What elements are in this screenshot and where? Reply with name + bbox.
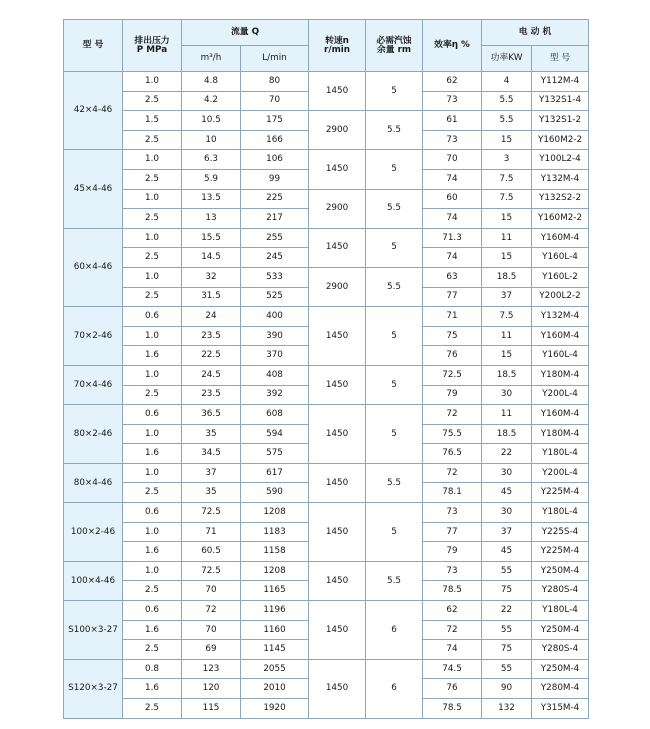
flow-lmin-cell: 2055 xyxy=(241,659,309,679)
motor-power-cell: 15 xyxy=(482,209,532,229)
model-cell: 80×4-46 xyxy=(64,463,123,502)
npsh-cell: 5 xyxy=(366,503,423,562)
speed-cell: 1450 xyxy=(309,228,366,267)
efficiency-cell: 79 xyxy=(423,385,482,405)
npsh-cell: 6 xyxy=(366,659,423,718)
flow-lmin-cell: 594 xyxy=(241,424,309,444)
table-row xyxy=(64,72,589,92)
pressure-cell: 1.0 xyxy=(123,522,182,542)
motor-model-cell: Y132S1-2 xyxy=(532,111,589,131)
pressure-cell: 1.0 xyxy=(123,463,182,483)
speed-cell: 2900 xyxy=(309,111,366,150)
efficiency-cell: 60 xyxy=(423,189,482,209)
motor-model-cell: Y160L-4 xyxy=(532,346,589,366)
efficiency-cell: 74.5 xyxy=(423,659,482,679)
motor-model-cell: Y225M-4 xyxy=(532,483,589,503)
efficiency-cell: 61 xyxy=(423,111,482,131)
flow-lmin-cell: 1208 xyxy=(241,561,309,581)
flow-lmin-cell: 525 xyxy=(241,287,309,307)
table-header xyxy=(64,20,589,72)
header-flow: 流量 Q xyxy=(182,20,309,46)
motor-model-cell: Y160L-2 xyxy=(532,267,589,287)
header-row-1 xyxy=(64,20,589,46)
efficiency-cell: 71 xyxy=(423,307,482,327)
table-row xyxy=(64,561,589,581)
flow-m3h-cell: 69 xyxy=(182,640,241,660)
speed-cell: 1450 xyxy=(309,150,366,189)
table-row xyxy=(64,307,589,327)
motor-model-cell: Y160M-4 xyxy=(532,326,589,346)
motor-power-cell: 15 xyxy=(482,346,532,366)
pressure-cell: 1.0 xyxy=(123,365,182,385)
flow-m3h-cell: 70 xyxy=(182,581,241,601)
motor-power-cell: 5.5 xyxy=(482,111,532,131)
pressure-cell: 1.0 xyxy=(123,326,182,346)
motor-model-cell: Y225M-4 xyxy=(532,542,589,562)
motor-power-cell: 132 xyxy=(482,699,532,719)
efficiency-cell: 77 xyxy=(423,522,482,542)
efficiency-cell: 72.5 xyxy=(423,365,482,385)
motor-power-cell: 30 xyxy=(482,463,532,483)
efficiency-cell: 72 xyxy=(423,463,482,483)
pressure-cell: 2.5 xyxy=(123,209,182,229)
table-row xyxy=(64,659,589,679)
efficiency-cell: 71.3 xyxy=(423,228,482,248)
flow-lmin-cell: 80 xyxy=(241,72,309,92)
model-cell: 70×4-46 xyxy=(64,365,123,404)
speed-cell: 1450 xyxy=(309,307,366,366)
npsh-cell: 6 xyxy=(366,601,423,660)
flow-m3h-cell: 72.5 xyxy=(182,503,241,523)
model-cell: S100×3-27 xyxy=(64,601,123,660)
flow-m3h-cell: 24 xyxy=(182,307,241,327)
npsh-cell: 5 xyxy=(366,228,423,267)
efficiency-cell: 78.5 xyxy=(423,581,482,601)
efficiency-cell: 74 xyxy=(423,640,482,660)
pressure-cell: 2.5 xyxy=(123,130,182,150)
motor-power-cell: 18.5 xyxy=(482,267,532,287)
table-row xyxy=(64,405,589,425)
flow-m3h-cell: 60.5 xyxy=(182,542,241,562)
efficiency-cell: 63 xyxy=(423,267,482,287)
npsh-cell: 5.5 xyxy=(366,189,423,228)
table-row xyxy=(64,601,589,621)
model-cell: 42×4-46 xyxy=(64,72,123,150)
flow-m3h-cell: 71 xyxy=(182,522,241,542)
motor-power-cell: 11 xyxy=(482,405,532,425)
flow-m3h-cell: 23.5 xyxy=(182,326,241,346)
motor-power-cell: 22 xyxy=(482,601,532,621)
table-row xyxy=(64,150,589,170)
flow-m3h-cell: 5.9 xyxy=(182,169,241,189)
pressure-cell: 1.0 xyxy=(123,561,182,581)
speed-cell: 1450 xyxy=(309,659,366,718)
header-motor: 电 动 机 xyxy=(482,20,589,46)
efficiency-cell: 72 xyxy=(423,620,482,640)
motor-model-cell: Y225S-4 xyxy=(532,522,589,542)
flow-m3h-cell: 10 xyxy=(182,130,241,150)
efficiency-cell: 76 xyxy=(423,679,482,699)
table-row xyxy=(64,463,589,483)
npsh-cell: 5.5 xyxy=(366,267,423,306)
model-cell: 100×2-46 xyxy=(64,503,123,562)
flow-m3h-cell: 35 xyxy=(182,424,241,444)
motor-model-cell: Y200L-4 xyxy=(532,385,589,405)
pressure-cell: 2.5 xyxy=(123,640,182,660)
flow-lmin-cell: 217 xyxy=(241,209,309,229)
efficiency-cell: 73 xyxy=(423,91,482,111)
flow-lmin-cell: 1165 xyxy=(241,581,309,601)
pressure-cell: 0.6 xyxy=(123,405,182,425)
flow-lmin-cell: 400 xyxy=(241,307,309,327)
motor-model-cell: Y180L-4 xyxy=(532,503,589,523)
speed-cell: 1450 xyxy=(309,72,366,111)
motor-model-cell: Y160M-4 xyxy=(532,228,589,248)
flow-m3h-cell: 23.5 xyxy=(182,385,241,405)
motor-model-cell: Y315M-4 xyxy=(532,699,589,719)
efficiency-cell: 75 xyxy=(423,326,482,346)
motor-model-cell: Y280S-4 xyxy=(532,640,589,660)
pressure-cell: 1.0 xyxy=(123,189,182,209)
motor-power-cell: 11 xyxy=(482,326,532,346)
speed-cell: 1450 xyxy=(309,365,366,404)
motor-power-cell: 30 xyxy=(482,385,532,405)
motor-power-cell: 75 xyxy=(482,640,532,660)
npsh-cell: 5 xyxy=(366,150,423,189)
flow-m3h-cell: 34.5 xyxy=(182,444,241,464)
motor-power-cell: 55 xyxy=(482,659,532,679)
flow-m3h-cell: 24.5 xyxy=(182,365,241,385)
motor-model-cell: Y200L2-2 xyxy=(532,287,589,307)
pressure-cell: 2.5 xyxy=(123,699,182,719)
flow-m3h-cell: 22.5 xyxy=(182,346,241,366)
pressure-cell: 0.6 xyxy=(123,307,182,327)
motor-power-cell: 30 xyxy=(482,503,532,523)
motor-model-cell: Y180L-4 xyxy=(532,601,589,621)
flow-lmin-cell: 255 xyxy=(241,228,309,248)
flow-lmin-cell: 590 xyxy=(241,483,309,503)
header-flow-m3h: m³/h xyxy=(182,46,241,72)
flow-m3h-cell: 15.5 xyxy=(182,228,241,248)
motor-power-cell: 7.5 xyxy=(482,189,532,209)
motor-model-cell: Y280S-4 xyxy=(532,581,589,601)
motor-power-cell: 75 xyxy=(482,581,532,601)
npsh-cell: 5 xyxy=(366,405,423,464)
efficiency-cell: 73 xyxy=(423,130,482,150)
npsh-cell: 5.5 xyxy=(366,561,423,600)
flow-m3h-cell: 72.5 xyxy=(182,561,241,581)
npsh-cell: 5.5 xyxy=(366,111,423,150)
flow-lmin-cell: 2010 xyxy=(241,679,309,699)
header-flow-lmin: L/min xyxy=(241,46,309,72)
header-motor-power: 功率KW xyxy=(482,46,532,72)
efficiency-cell: 62 xyxy=(423,72,482,92)
motor-power-cell: 37 xyxy=(482,287,532,307)
flow-lmin-cell: 1208 xyxy=(241,503,309,523)
flow-lmin-cell: 608 xyxy=(241,405,309,425)
flow-m3h-cell: 37 xyxy=(182,463,241,483)
flow-m3h-cell: 32 xyxy=(182,267,241,287)
efficiency-cell: 70 xyxy=(423,150,482,170)
flow-m3h-cell: 13 xyxy=(182,209,241,229)
model-cell: 45×4-46 xyxy=(64,150,123,228)
pressure-cell: 2.5 xyxy=(123,287,182,307)
speed-cell: 1450 xyxy=(309,503,366,562)
pressure-cell: 1.5 xyxy=(123,111,182,131)
motor-model-cell: Y180L-4 xyxy=(532,444,589,464)
efficiency-cell: 78.1 xyxy=(423,483,482,503)
npsh-cell: 5 xyxy=(366,365,423,404)
table-row xyxy=(64,365,589,385)
efficiency-cell: 76.5 xyxy=(423,444,482,464)
flow-lmin-cell: 106 xyxy=(241,150,309,170)
efficiency-cell: 79 xyxy=(423,542,482,562)
flow-lmin-cell: 175 xyxy=(241,111,309,131)
speed-cell: 2900 xyxy=(309,189,366,228)
pressure-cell: 1.0 xyxy=(123,72,182,92)
flow-m3h-cell: 13.5 xyxy=(182,189,241,209)
motor-model-cell: Y132M-4 xyxy=(532,169,589,189)
model-cell: S120×3-27 xyxy=(64,659,123,718)
flow-lmin-cell: 70 xyxy=(241,91,309,111)
motor-model-cell: Y250M-4 xyxy=(532,659,589,679)
motor-power-cell: 55 xyxy=(482,620,532,640)
pressure-cell: 0.8 xyxy=(123,659,182,679)
motor-power-cell: 3 xyxy=(482,150,532,170)
flow-lmin-cell: 617 xyxy=(241,463,309,483)
pressure-cell: 2.5 xyxy=(123,248,182,268)
efficiency-cell: 74 xyxy=(423,209,482,229)
flow-m3h-cell: 6.3 xyxy=(182,150,241,170)
efficiency-cell: 73 xyxy=(423,561,482,581)
pressure-cell: 1.0 xyxy=(123,150,182,170)
model-cell: 100×4-46 xyxy=(64,561,123,600)
flow-lmin-cell: 1160 xyxy=(241,620,309,640)
motor-model-cell: Y160M-4 xyxy=(532,405,589,425)
pressure-cell: 1.0 xyxy=(123,228,182,248)
flow-lmin-cell: 370 xyxy=(241,346,309,366)
motor-model-cell: Y160M2-2 xyxy=(532,130,589,150)
motor-model-cell: Y112M-4 xyxy=(532,72,589,92)
flow-lmin-cell: 392 xyxy=(241,385,309,405)
pressure-cell: 1.0 xyxy=(123,267,182,287)
speed-cell: 1450 xyxy=(309,601,366,660)
header-efficiency: 效率η % xyxy=(423,20,482,72)
motor-model-cell: Y250M-4 xyxy=(532,561,589,581)
pressure-cell: 1.6 xyxy=(123,542,182,562)
pressure-cell: 1.6 xyxy=(123,620,182,640)
npsh-cell: 5.5 xyxy=(366,463,423,502)
npsh-cell: 5 xyxy=(366,307,423,366)
efficiency-cell: 73 xyxy=(423,503,482,523)
table-row xyxy=(64,189,589,209)
motor-power-cell: 4 xyxy=(482,72,532,92)
pressure-cell: 2.5 xyxy=(123,385,182,405)
model-cell: 80×2-46 xyxy=(64,405,123,464)
motor-model-cell: Y180M-4 xyxy=(532,424,589,444)
pressure-cell: 1.0 xyxy=(123,424,182,444)
pressure-cell: 2.5 xyxy=(123,581,182,601)
flow-m3h-cell: 123 xyxy=(182,659,241,679)
flow-lmin-cell: 1196 xyxy=(241,601,309,621)
pressure-cell: 2.5 xyxy=(123,91,182,111)
motor-power-cell: 55 xyxy=(482,561,532,581)
npsh-cell: 5 xyxy=(366,72,423,111)
motor-power-cell: 15 xyxy=(482,130,532,150)
efficiency-cell: 76 xyxy=(423,346,482,366)
flow-lmin-cell: 1145 xyxy=(241,640,309,660)
table-body xyxy=(64,72,589,719)
flow-lmin-cell: 245 xyxy=(241,248,309,268)
motor-power-cell: 7.5 xyxy=(482,307,532,327)
flow-m3h-cell: 14.5 xyxy=(182,248,241,268)
motor-power-cell: 18.5 xyxy=(482,424,532,444)
flow-lmin-cell: 225 xyxy=(241,189,309,209)
model-cell: 70×2-46 xyxy=(64,307,123,366)
header-speed: 转速n r/min xyxy=(309,20,366,72)
efficiency-cell: 62 xyxy=(423,601,482,621)
efficiency-cell: 72 xyxy=(423,405,482,425)
flow-m3h-cell: 36.5 xyxy=(182,405,241,425)
motor-power-cell: 45 xyxy=(482,542,532,562)
motor-model-cell: Y132S1-4 xyxy=(532,91,589,111)
flow-lmin-cell: 408 xyxy=(241,365,309,385)
motor-power-cell: 22 xyxy=(482,444,532,464)
motor-model-cell: Y100L2-4 xyxy=(532,150,589,170)
efficiency-cell: 74 xyxy=(423,248,482,268)
pressure-cell: 2.5 xyxy=(123,169,182,189)
motor-power-cell: 90 xyxy=(482,679,532,699)
model-cell: 60×4-46 xyxy=(64,228,123,306)
flow-m3h-cell: 72 xyxy=(182,601,241,621)
efficiency-cell: 78.5 xyxy=(423,699,482,719)
flow-m3h-cell: 70 xyxy=(182,620,241,640)
motor-model-cell: Y200L-4 xyxy=(532,463,589,483)
motor-model-cell: Y180M-4 xyxy=(532,365,589,385)
motor-power-cell: 5.5 xyxy=(482,91,532,111)
pressure-cell: 2.5 xyxy=(123,483,182,503)
flow-m3h-cell: 31.5 xyxy=(182,287,241,307)
table-row xyxy=(64,503,589,523)
flow-m3h-cell: 120 xyxy=(182,679,241,699)
flow-lmin-cell: 1158 xyxy=(241,542,309,562)
motor-model-cell: Y250M-4 xyxy=(532,620,589,640)
flow-lmin-cell: 166 xyxy=(241,130,309,150)
motor-model-cell: Y160M2-2 xyxy=(532,209,589,229)
header-model: 型 号 xyxy=(64,20,123,72)
motor-model-cell: Y132S2-2 xyxy=(532,189,589,209)
pump-spec-table xyxy=(63,19,589,719)
efficiency-cell: 77 xyxy=(423,287,482,307)
motor-power-cell: 15 xyxy=(482,248,532,268)
table-row xyxy=(64,228,589,248)
efficiency-cell: 74 xyxy=(423,169,482,189)
pressure-cell: 0.6 xyxy=(123,601,182,621)
header-pressure: 排出压力 P MPa xyxy=(123,20,182,72)
header-npsh: 必需汽蚀 余量 rm xyxy=(366,20,423,72)
flow-lmin-cell: 1920 xyxy=(241,699,309,719)
flow-m3h-cell: 10.5 xyxy=(182,111,241,131)
flow-m3h-cell: 35 xyxy=(182,483,241,503)
flow-lmin-cell: 1183 xyxy=(241,522,309,542)
motor-power-cell: 45 xyxy=(482,483,532,503)
efficiency-cell: 75.5 xyxy=(423,424,482,444)
motor-power-cell: 37 xyxy=(482,522,532,542)
flow-m3h-cell: 4.2 xyxy=(182,91,241,111)
motor-power-cell: 11 xyxy=(482,228,532,248)
motor-power-cell: 18.5 xyxy=(482,365,532,385)
flow-lmin-cell: 575 xyxy=(241,444,309,464)
table-row xyxy=(64,267,589,287)
motor-model-cell: Y132M-4 xyxy=(532,307,589,327)
speed-cell: 1450 xyxy=(309,463,366,502)
flow-lmin-cell: 390 xyxy=(241,326,309,346)
flow-lmin-cell: 99 xyxy=(241,169,309,189)
flow-m3h-cell: 4.8 xyxy=(182,72,241,92)
motor-model-cell: Y280M-4 xyxy=(532,679,589,699)
motor-power-cell: 7.5 xyxy=(482,169,532,189)
pressure-cell: 1.6 xyxy=(123,679,182,699)
flow-lmin-cell: 533 xyxy=(241,267,309,287)
flow-m3h-cell: 115 xyxy=(182,699,241,719)
speed-cell: 1450 xyxy=(309,561,366,600)
speed-cell: 1450 xyxy=(309,405,366,464)
pressure-cell: 1.6 xyxy=(123,346,182,366)
motor-model-cell: Y160L-4 xyxy=(532,248,589,268)
header-motor-model: 型 号 xyxy=(532,46,589,72)
table-row xyxy=(64,111,589,131)
pressure-cell: 1.6 xyxy=(123,444,182,464)
speed-cell: 2900 xyxy=(309,267,366,306)
pressure-cell: 0.6 xyxy=(123,503,182,523)
